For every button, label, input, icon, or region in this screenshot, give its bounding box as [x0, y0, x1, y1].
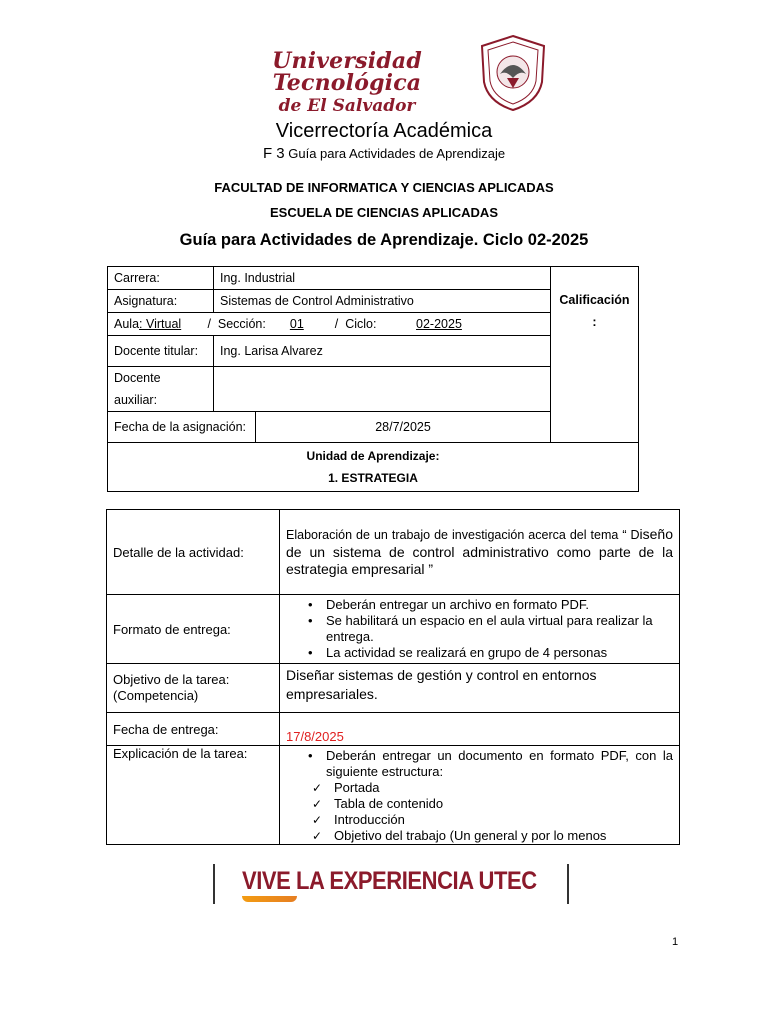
seccion-value: 01: [289, 317, 304, 331]
formato-list: [286, 597, 673, 661]
carrera-value: Ing. Industrial: [214, 267, 551, 290]
banner-divider-left: [213, 864, 215, 904]
fecha-entrega-label: Fecha de entrega:: [107, 713, 280, 746]
check-item: ✓ Introducción: [334, 812, 673, 828]
formato-item: • Se habilitará un espacio en el aula virtual para realizar la entrega.: [326, 613, 673, 645]
docente-auxiliar-label-line1: Docente: [114, 371, 161, 385]
activity-table: [106, 509, 680, 845]
school-heading: ESCUELA DE CIENCIAS APLICADAS: [269, 205, 498, 220]
formato-item: • Deberán entregar un archivo en formato PDF.: [326, 597, 673, 613]
aula-value: : Virtual: [139, 317, 182, 331]
docente-titular-label: Docente titular:: [108, 336, 214, 367]
asignatura-label: Asignatura:: [108, 290, 214, 313]
unidad-label: Unidad de Aprendizaje:: [306, 449, 440, 463]
objetivo-value: Diseñar sistemas de gestión y control en entornos empresariales.: [280, 664, 680, 713]
ciclo-label: Ciclo:: [345, 317, 377, 331]
footer-banner: [105, 858, 680, 908]
form-code: F 3: [262, 145, 285, 162]
footer-slogan: VIVE LA EXPERIENCIA UTEC: [242, 867, 537, 895]
explicacion-item: • Deberán entregar un documento en formato PDF, con la siguiente estructura:: [326, 748, 673, 780]
explicacion-list: [286, 748, 673, 780]
seccion-label: Sección:: [217, 317, 266, 331]
guide-title: Guía para Actividades de Aprendizaje. Ciclo 02-2025: [179, 231, 589, 249]
docente-titular-value: Ing. Larisa Alvarez: [214, 336, 551, 367]
university-name-line1: Universidad Tecnológica: [272, 48, 422, 96]
aula-label: Aula: [114, 317, 140, 331]
objetivo-label-line1: Objetivo de la tarea:: [113, 672, 230, 687]
formato-item: • La actividad se realizará en grupo de 4 personas: [326, 645, 673, 661]
university-seal-icon: [478, 34, 548, 112]
fecha-entrega-value: 17/8/2025: [280, 713, 680, 746]
asignatura-value: Sistemas de Control Administrativo: [214, 290, 551, 313]
vicerrectoria-heading: Vicerrectoría Académica: [275, 120, 493, 142]
university-name-line2: de El Salvador: [278, 96, 416, 116]
formato-label: Formato de entrega:: [107, 595, 280, 664]
form-subtitle: [0, 145, 768, 162]
docente-auxiliar-value: [214, 367, 551, 412]
estructura-checklist: [286, 780, 673, 844]
calificacion-cell: [551, 267, 639, 443]
carrera-label: Carrera:: [108, 267, 214, 290]
check-item: ✓ Tabla de contenido: [334, 796, 673, 812]
explicacion-label: Explicación de la tarea:: [107, 746, 280, 845]
formato-value: [280, 595, 680, 664]
detalle-value-part2: iseño de un sistema de control administrativo como parte de la estrategia empresarial ”: [286, 526, 673, 577]
banner-divider-right: [567, 864, 569, 904]
unidad-value: 1. ESTRATEGIA: [328, 471, 418, 485]
page-number: 1: [672, 936, 679, 948]
form-title: Guía para Actividades de Aprendizaje: [288, 146, 506, 161]
fecha-asignacion-label: Fecha de la asignación:: [108, 412, 256, 443]
aula-seccion-ciclo-row: Aula: Virtual / Sección: 01 / Ciclo: 02-2025: [108, 313, 551, 336]
detalle-value: [280, 510, 680, 595]
calificacion-colon: :: [592, 315, 597, 329]
objetivo-label: [107, 664, 280, 713]
check-item: ✓ Portada: [334, 780, 673, 796]
detalle-value-part1: Elaboración de un trabajo de investigación acerca del tema “ D: [286, 528, 640, 542]
course-info-table: [107, 266, 639, 492]
fecha-asignacion-value: 28/7/2025: [256, 412, 551, 443]
explicacion-value: [280, 746, 680, 845]
unidad-aprendizaje-cell: [108, 443, 639, 492]
ciclo-value: 02-2025: [416, 317, 462, 331]
docente-auxiliar-label-line2: auxiliar:: [114, 393, 158, 407]
faculty-heading: FACULTAD DE INFORMATICA Y CIENCIAS APLICADAS: [214, 180, 554, 195]
calificacion-label: Calificación: [559, 293, 630, 307]
university-logo: [222, 50, 472, 115]
objetivo-label-line2: (Competencia): [113, 688, 199, 703]
swoosh-icon: [242, 896, 297, 902]
check-item: ✓ Objetivo del trabajo (Un general y por lo menos: [334, 828, 673, 844]
docente-auxiliar-label: [108, 367, 214, 412]
detalle-label: Detalle de la actividad:: [107, 510, 280, 595]
